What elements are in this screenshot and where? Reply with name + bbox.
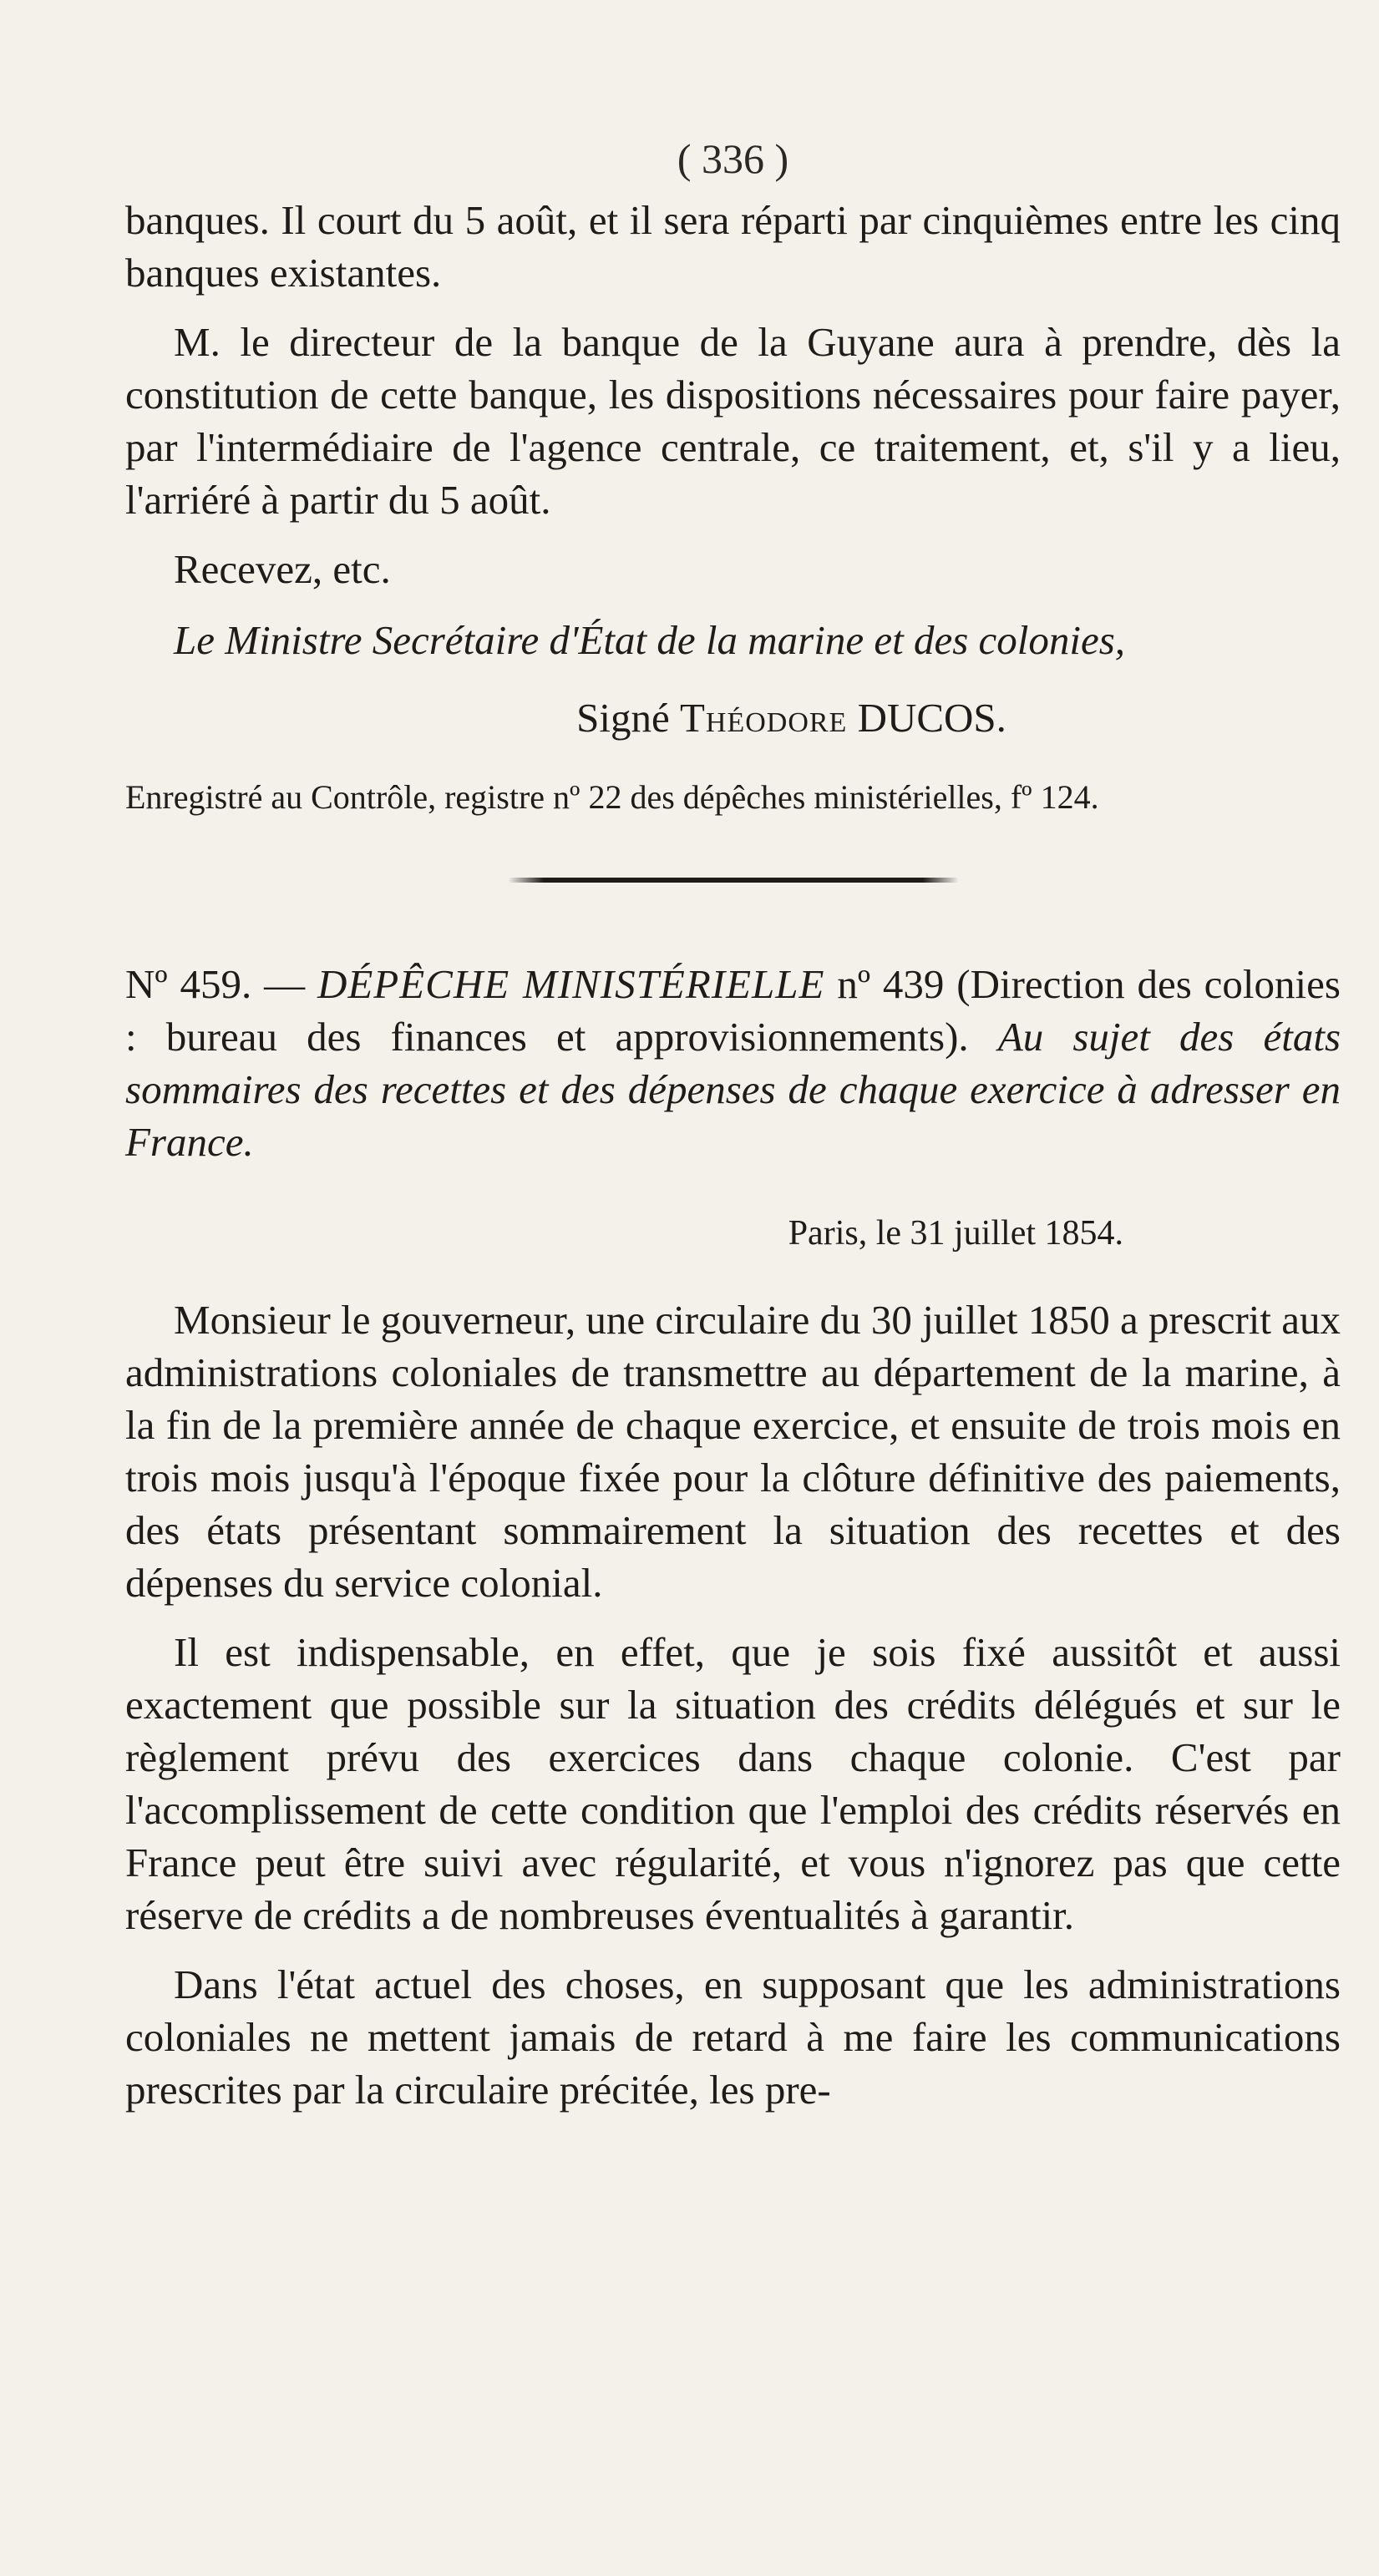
signatory-title: Le Ministre Secrétaire d'État de la marine et des colonies, [174, 617, 1126, 663]
letter-closing: Recevez, etc. [174, 546, 391, 592]
despatch-heading-rest: nº 439 (Direction des colonies : bureau des finances et approvisionnements). [125, 961, 1341, 1060]
letter-paragraph-director: M. le directeur de la banque de la Guyane aura à prendre, dès la constitution de cette banque, les dispositions nécessaires pour faire payer, par l'intermédiaire de l'agence centrale, ce traitement, et, s'il y a lieu, l'arriéré à partir du 5 août. [125, 319, 1341, 523]
despatch-title: DÉPÊCHE MINISTÉRIELLE [317, 961, 825, 1007]
page-number: ( 336 ) [677, 135, 789, 182]
document-page [125, 134, 1341, 2116]
despatch-paragraph-3: Dans l'état actuel des choses, en supposant que les administrations coloniales ne mettent jamais de retard à me faire les communications prescrites par la circulaire précitée, les pre- [125, 1961, 1341, 2113]
letter-continuation: banques. Il court du 5 août, et il sera réparti par cinquièmes entre les cinq banques existantes. [125, 197, 1341, 296]
despatch-subject: Au sujet des états sommaires des recettes et des dépenses de chaque exercice à adresser en France. [125, 1014, 1341, 1165]
despatch-date: Paris, le 31 juillet 1854. [788, 1214, 1123, 1253]
signed-surname: DUCOS. [857, 695, 1006, 741]
registry-note: Enregistré au Contrôle, registre nº 22 des dépêches ministérielles, fº 124. [125, 778, 1099, 816]
despatch-heading [125, 958, 1341, 1168]
despatch-paragraph-1: Monsieur le gouverneur, une circulaire du 30 juillet 1850 a prescrit aux administrations coloniales de transmettre au département de la marine, à la fin de la première année de chaque exercice, et ensuite de trois mois en trois mois jusqu'à l'époque fixée pour la clôture définitive des paiements, des états présentant sommairement la situation des recettes et des dépenses du service colonial. [125, 1297, 1341, 1606]
signature-line [125, 691, 1341, 744]
section-divider [508, 878, 959, 883]
signed-prefix: Signé [576, 695, 670, 741]
despatch-paragraph-2: Il est indispensable, en effet, que je sois fixé aussitôt et aussi exactement que possible sur la situation des crédits délégués et sur le règlement prévu des exercices dans chaque colonie. C'est par l'accomplissement de cette condition que l'emploi des crédits réservés en France peut être suivi avec régularité, et vous n'ignorez pas que cette réserve de crédits a de nombreuses éventualités à garantir. [125, 1629, 1341, 1938]
signed-firstname: Théodore [679, 695, 848, 741]
despatch-number: Nº 459. — [125, 961, 306, 1007]
